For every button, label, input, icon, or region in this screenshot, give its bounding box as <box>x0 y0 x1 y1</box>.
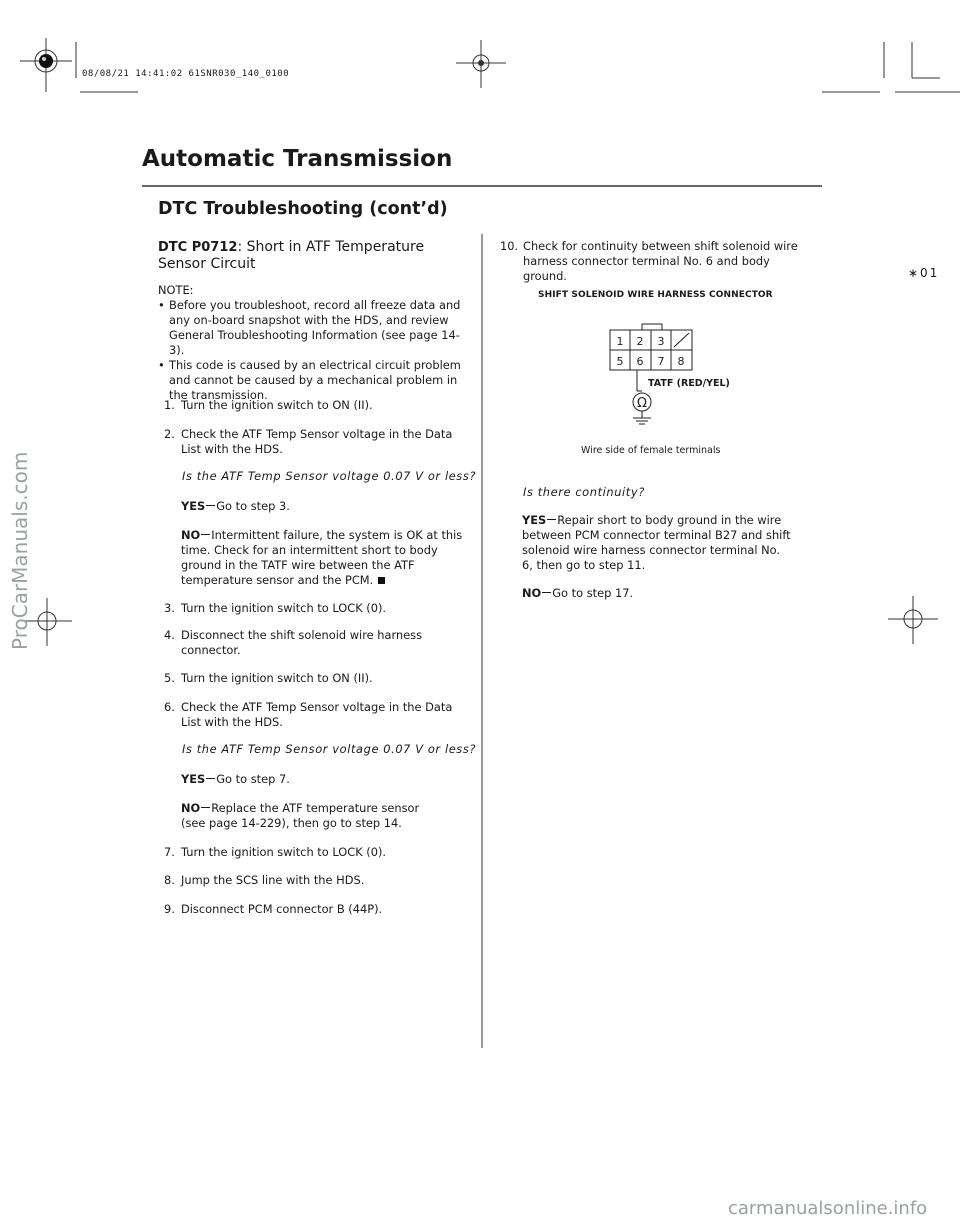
step-1 <box>164 398 464 413</box>
step-number: 4. <box>164 628 175 642</box>
step-text: Disconnect PCM connector B (44P). <box>181 902 383 916</box>
step-text: Jump the SCS line with the HDS. <box>181 873 365 887</box>
no-label: NO <box>522 586 542 600</box>
dtc-heading <box>158 239 468 273</box>
wire-label: TATF (RED/YEL) <box>648 378 730 389</box>
step-text: Check the ATF Temp Sensor voltage in the Data List with the HDS. <box>181 700 453 729</box>
step-number: 10. <box>500 239 519 253</box>
note-block <box>158 283 468 403</box>
dtc-code: DTC P0712 <box>158 240 238 255</box>
step-text: Disconnect the shift solenoid wire harness connector. <box>181 628 423 657</box>
yes-step-2 <box>181 499 290 514</box>
step-10 <box>500 239 800 284</box>
yes-text: Go to step 3. <box>216 499 290 513</box>
yes-step-10 <box>522 513 792 573</box>
note-bullet: • This code is caused by an electrical circuit problem and cannot be caused by a mechanical problem in the transmission. <box>158 358 461 402</box>
dtc-title: : Short in ATF Temperature Sensor Circuit <box>158 239 425 272</box>
step-5 <box>164 671 464 686</box>
print-stamp: 08/08/21 14:41:02 61SNR030_140_0100 <box>82 69 290 79</box>
pin-label: 8 <box>677 355 685 368</box>
watermark-side: ProCarManuals.com <box>8 451 32 650</box>
section-title: DTC Troubleshooting (cont’d) <box>158 199 448 219</box>
corner-mark: ∗01 <box>908 266 940 280</box>
question-step-6: Is the ATF Temp Sensor voltage 0.07 V or less? <box>182 742 477 756</box>
step-4 <box>164 628 454 658</box>
yes-text: Repair short to body ground in the wire between PCM connector terminal B27 and shift solenoid wire harness connector terminal No. 6, then go to step 11. <box>522 513 791 572</box>
step-6 <box>164 700 466 730</box>
step-3 <box>164 601 464 616</box>
no-step-6 <box>181 801 421 831</box>
yes-text: Go to step 7. <box>216 772 290 786</box>
question-step-10: Is there continuity? <box>523 485 645 499</box>
question-step-2: Is the ATF Temp Sensor voltage 0.07 V or less? <box>182 469 477 483</box>
step-2 <box>164 427 466 457</box>
step-9 <box>164 902 464 917</box>
note-bullet-text: Before you troubleshoot, record all freeze data and any on-board snapshot with the HDS, and review General Troubleshooting Information (see page 14-3). <box>169 298 461 357</box>
pin-label: 5 <box>616 355 624 368</box>
page-title: Automatic Transmission <box>142 146 453 172</box>
note-bullet: • Before you troubleshoot, record all freeze data and any on-board snapshot with the HDS, and review General Troubleshooting Information (see page 14-3). <box>158 298 461 357</box>
step-number: 9. <box>164 902 175 916</box>
step-7 <box>164 845 464 860</box>
yes-label: YES <box>181 499 206 513</box>
step-text: Check the ATF Temp Sensor voltage in the Data List with the HDS. <box>181 427 453 456</box>
end-square-icon <box>378 577 385 584</box>
no-text: Intermittent failure, the system is OK at this time. Check for an intermittent short to body ground in the TATF wire between the ATF temperature sensor and the PCM. <box>181 528 463 587</box>
step-number: 5. <box>164 671 175 685</box>
step-text: Check for continuity between shift solenoid wire harness connector terminal No. 6 and body ground. <box>523 239 798 283</box>
pin-label: 3 <box>657 335 665 348</box>
step-number: 1. <box>164 398 175 412</box>
yes-label: YES <box>181 772 206 786</box>
note-label: NOTE: <box>158 283 194 297</box>
step-number: 3. <box>164 601 175 615</box>
footer-watermark: carmanualsonline.info <box>728 1198 928 1219</box>
step-text: Turn the ignition switch to ON (II). <box>181 671 373 685</box>
step-number: 6. <box>164 700 175 714</box>
step-text: Turn the ignition switch to ON (II). <box>181 398 373 412</box>
no-label: NO <box>181 801 201 815</box>
pin-label: 6 <box>636 355 644 368</box>
yes-label: YES <box>522 513 547 527</box>
pin-label: 1 <box>616 335 624 348</box>
no-text: Replace the ATF temperature sensor (see page 14-229), then go to step 14. <box>181 801 420 830</box>
no-step-10 <box>522 586 633 601</box>
no-label: NO <box>181 528 201 542</box>
no-text: Go to step 17. <box>552 586 634 600</box>
yes-step-6 <box>181 772 290 787</box>
step-number: 8. <box>164 873 175 887</box>
step-8 <box>164 873 464 888</box>
ohm-symbol: Ω <box>637 396 647 411</box>
step-text: Turn the ignition switch to LOCK (0). <box>181 601 387 615</box>
diagram-caption: Wire side of female terminals <box>581 445 721 456</box>
pin-label: 7 <box>657 355 665 368</box>
note-bullet-text: This code is caused by an electrical circuit problem and cannot be caused by a mechanical problem in the transmission. <box>169 358 461 402</box>
step-text: Turn the ignition switch to LOCK (0). <box>181 845 387 859</box>
pin-label: 2 <box>636 335 644 348</box>
step-number: 7. <box>164 845 175 859</box>
no-step-2 <box>181 528 463 588</box>
diagram-title: SHIFT SOLENOID WIRE HARNESS CONNECTOR <box>538 290 773 300</box>
step-number: 2. <box>164 427 175 441</box>
